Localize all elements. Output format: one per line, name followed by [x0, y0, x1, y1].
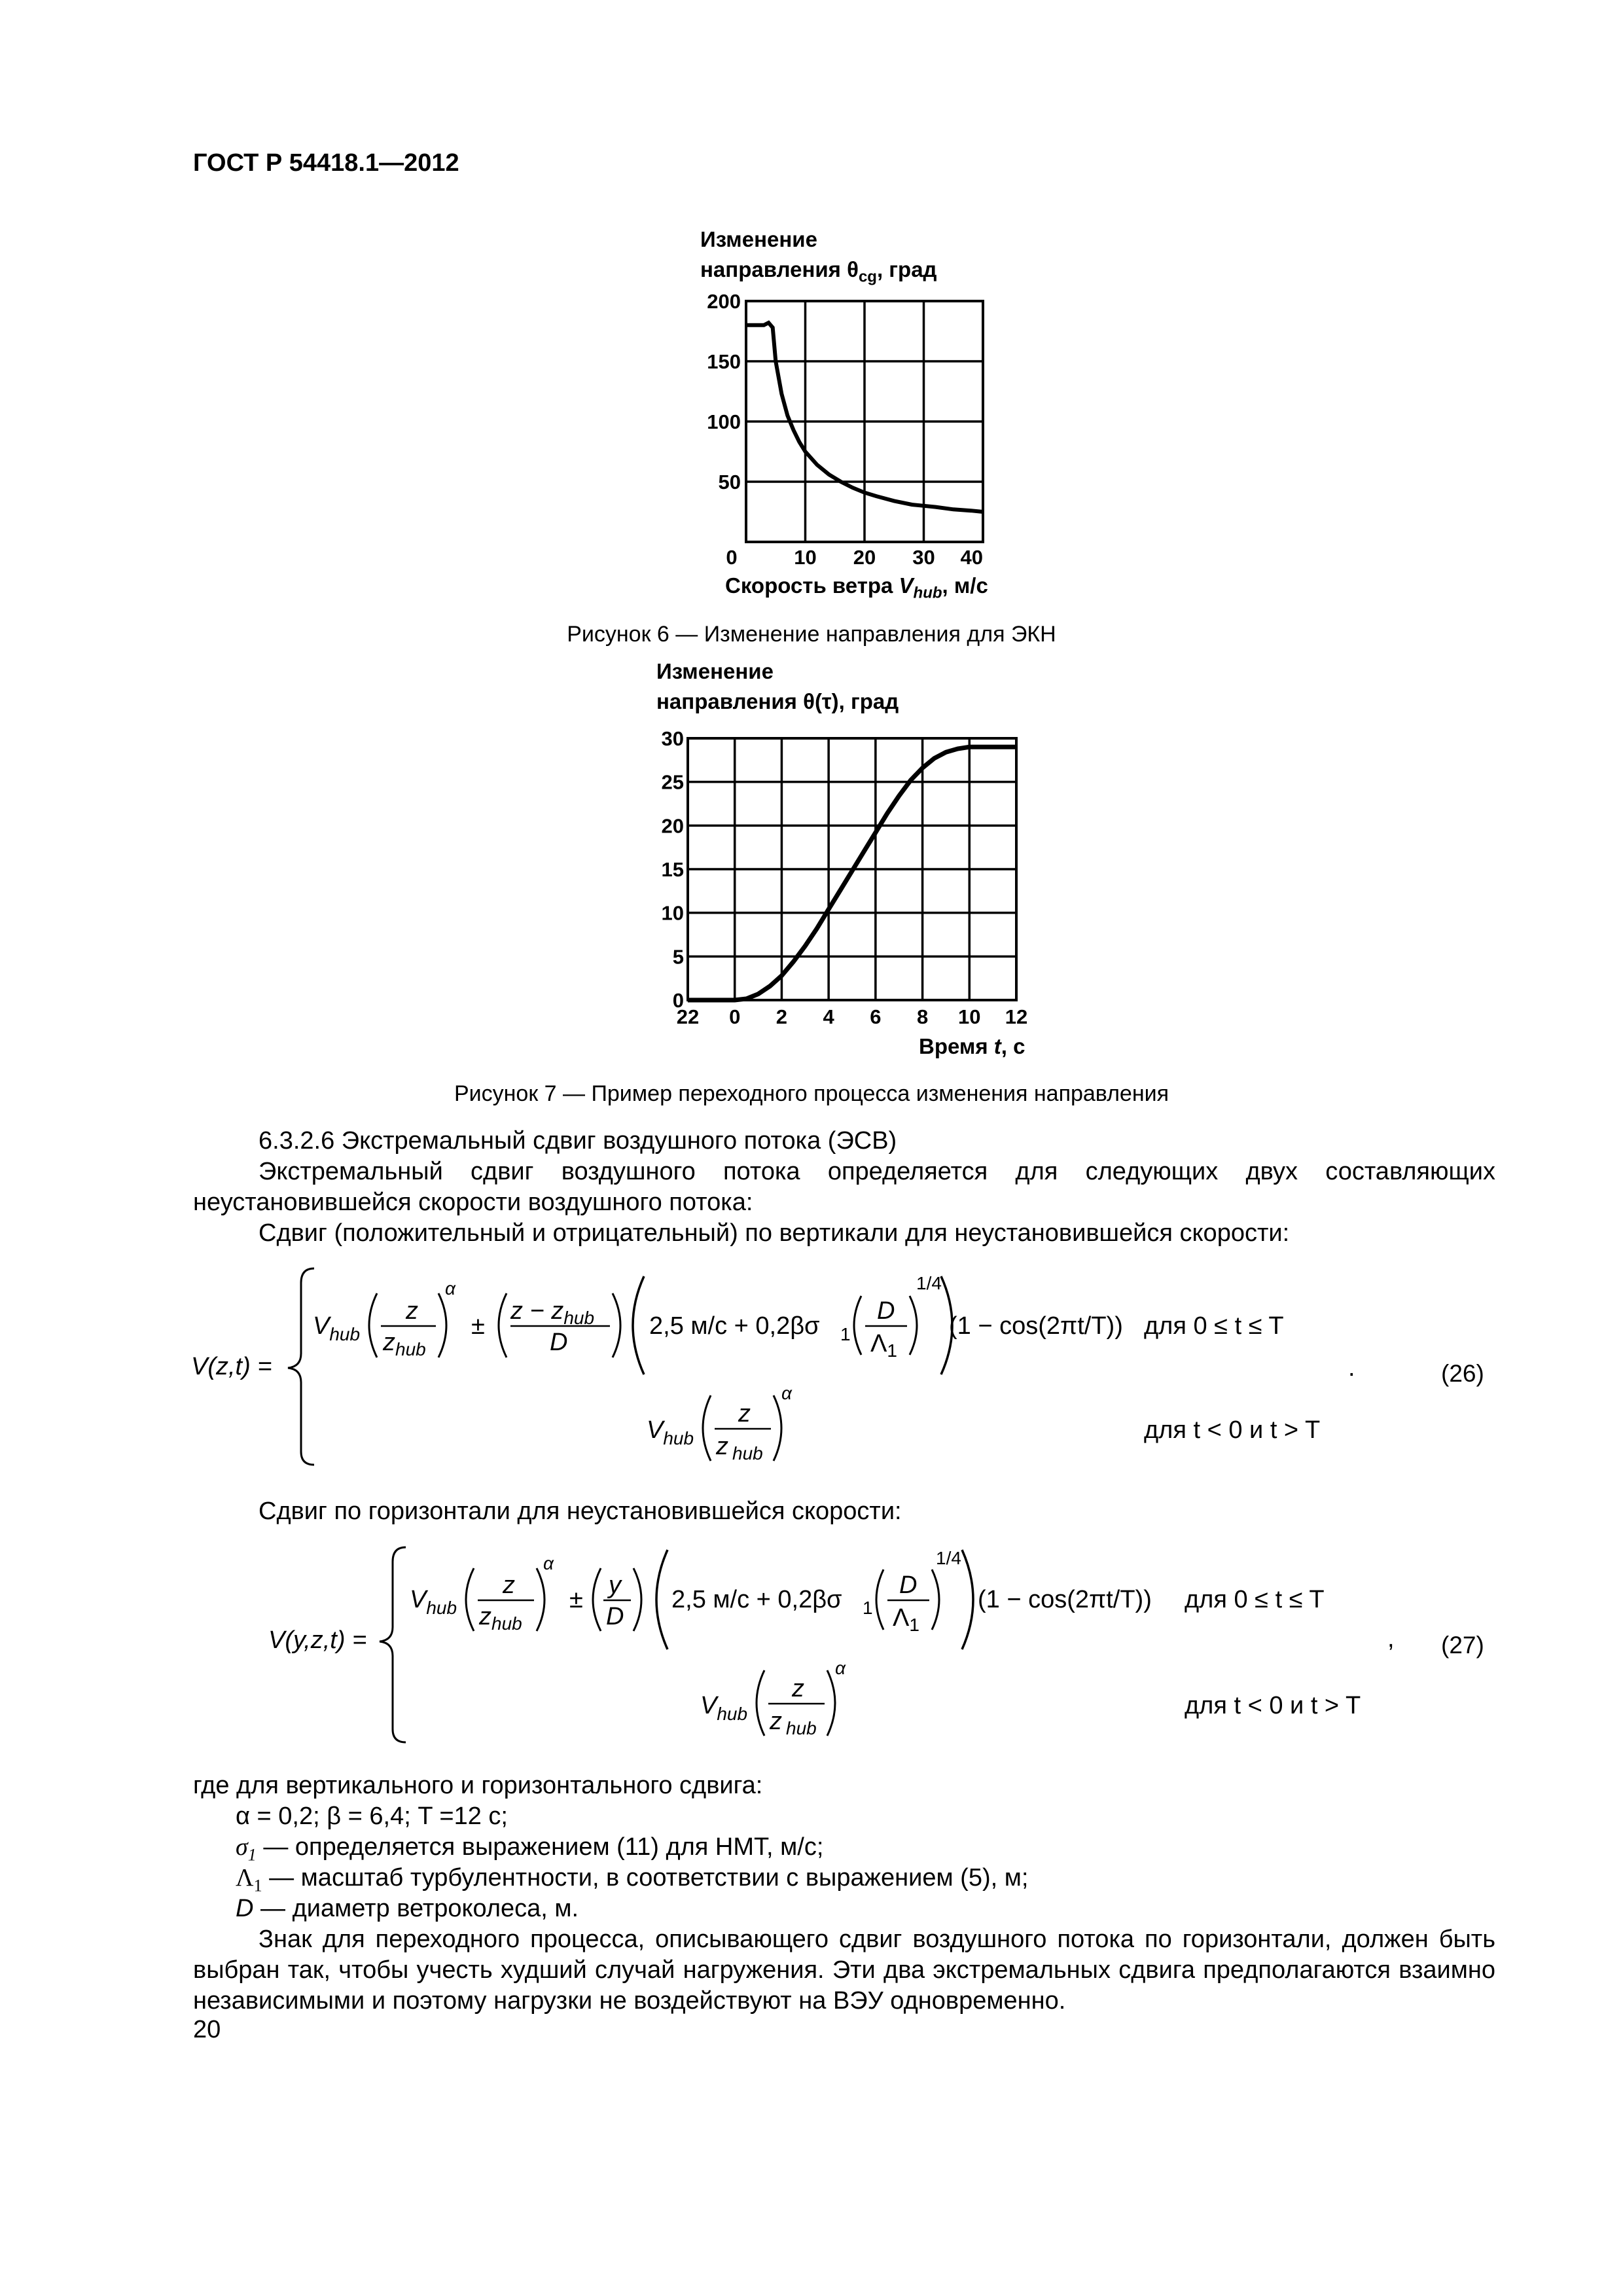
eq26-paren [910, 1296, 917, 1355]
fig7-xlabel-unit: , с [1001, 1034, 1026, 1058]
fig6-xlabel-text: Скорость ветра [725, 573, 899, 598]
fig7-x-tick-label: 4 [823, 1005, 834, 1028]
eq26-bigparen [633, 1276, 644, 1374]
eq27-alpha: α [543, 1553, 554, 1573]
eq26-frac-num: z [406, 1297, 418, 1325]
eq26-lhs: V(z,t) = [191, 1353, 272, 1380]
fig7-y-tick-label: 20 [661, 814, 684, 838]
fig6-x-tick-label: 20 [853, 546, 876, 569]
eq27-frac2-den: D [606, 1603, 624, 1630]
def-alpha-beta-t: α = 0,2; β = 6,4; T =12 с; [236, 1803, 508, 1830]
eq26-paren [703, 1395, 711, 1461]
fig6-xlabel-unit: , м/с [942, 573, 988, 598]
eq27-lhs: V(y,z,t) = [268, 1626, 367, 1654]
fig7-x-tick-label: 8 [916, 1005, 929, 1028]
fig7-y-tick-label: 25 [661, 770, 684, 794]
eq27-paren [757, 1670, 764, 1736]
def-sigma1-text: — определяется выражением (11) для НМТ, м/с; [263, 1833, 824, 1861]
eq27-frac4-num: z [792, 1675, 804, 1702]
eq26-frac2-num: $z - z_{hub}$ [510, 1297, 595, 1328]
fig6-x-tick-label: 30 [912, 546, 935, 569]
fig7-y-tick-label: 30 [661, 727, 684, 750]
paragraph-horizontal-shear: Сдвиг по горизонтали для неустановившейся скорости: [259, 1498, 902, 1525]
eq26-paren [854, 1296, 861, 1355]
eq27-paren [593, 1568, 601, 1631]
eq26-vhub: $V_{hub}$ [313, 1312, 361, 1344]
eq26-paren [499, 1293, 507, 1357]
equation-27 [249, 1535, 1518, 1751]
fig7-y-tick-label: 15 [661, 858, 684, 881]
eq26-paren [613, 1293, 620, 1357]
eq27-frac-den: $z_{hub}$ [479, 1603, 522, 1634]
fig6-ylabel-text: направления θ [700, 257, 859, 281]
page-number: 20 [193, 2016, 221, 2043]
fig6-grid [746, 301, 983, 542]
eq26-frac3-num: D [877, 1297, 895, 1325]
fig6-xlabel-sub: hub [913, 584, 942, 602]
eq26-frac2-den: D [550, 1329, 568, 1356]
eq27-sigma-sub: 1 [863, 1598, 873, 1618]
fig6-y-tick-label: 150 [707, 350, 741, 373]
fig7-x-tick-label: 6 [870, 1005, 882, 1028]
fig6-x-tick-label: 10 [794, 546, 817, 569]
def-d [236, 1893, 579, 1924]
eq26-number: (26) [1441, 1360, 1484, 1387]
eq27-frac2-num: y [609, 1571, 621, 1599]
fig7-x-ticks [677, 1005, 1027, 1028]
eq26-alpha: α [445, 1278, 455, 1299]
def-lambda1-text: — масштаб турбулентности, в соответствии с выражением (5), м; [269, 1864, 1029, 1892]
eq26-cos: (1 − cos(2πt/T)) [949, 1312, 1123, 1340]
fig7-ylabel [656, 656, 899, 717]
fig6-y-tick-label: 200 [707, 290, 741, 313]
eq26-frac4-num: z [738, 1400, 751, 1427]
eq27-bigparen [962, 1550, 973, 1649]
paragraph-intro: Экстремальный сдвиг воздушного потока определяется для следующих двух составляющих неустановившейся скорости воздушного потока: [193, 1158, 1495, 1216]
fig6-y-tick-label: 50 [718, 471, 741, 493]
fig7-chart [648, 719, 1054, 1039]
fig7-ylabel-line1: Изменение [656, 659, 774, 683]
fig7-ylabel-line2: направления θ(τ), град [656, 689, 899, 713]
symbol-sigma1: $\sigma_1$ [236, 1833, 257, 1865]
fig6-y-ticks [707, 290, 741, 493]
fig7-series-line [688, 747, 1016, 1000]
fig7-y-tick-label: 10 [661, 901, 684, 925]
fig6-x-ticks [726, 546, 983, 569]
eq27-const: 2,5 м/с + 0,2βσ [671, 1586, 842, 1613]
eq26-cond2: для t < 0 и t > T [1144, 1416, 1321, 1444]
fig7-xlabel-var: t [993, 1034, 1001, 1058]
fig6-xlabel [725, 571, 988, 609]
eq27-paren [876, 1570, 883, 1630]
eq26-frac4-den: z $_{hub}$ [716, 1433, 763, 1463]
eq27-paren [932, 1570, 939, 1630]
eq26-quarter: 1/4 [916, 1273, 942, 1293]
eq27-paren [466, 1568, 474, 1631]
eq27-paren [633, 1568, 641, 1631]
eq26-punct: . [1348, 1354, 1355, 1382]
eq27-frac-num: z [503, 1571, 515, 1599]
fig6-chart [687, 288, 1054, 609]
eq27-cos: (1 − cos(2πt/T)) [978, 1586, 1152, 1613]
eq27-quarter: 1/4 [936, 1548, 961, 1568]
eq26-sigma-sub: 1 [840, 1324, 851, 1344]
fig6-caption: Рисунок 6 — Изменение направления для ЭКН [567, 622, 1056, 647]
fig6-ylabel-unit: , град [876, 257, 937, 281]
eq27-frac3-num: D [899, 1571, 918, 1599]
eq27-cond1: для 0 ≤ t ≤ T [1185, 1586, 1325, 1613]
eq26-brace [288, 1268, 314, 1465]
eq27-brace [380, 1547, 406, 1742]
eq27-cond2: для t < 0 и t > T [1185, 1692, 1361, 1719]
eq26-plusminus: ± [471, 1312, 485, 1340]
fig7-y-tick-label: 5 [672, 945, 684, 969]
eq27-alpha2: α [835, 1658, 846, 1678]
eq26-cond1: для 0 ≤ t ≤ T [1144, 1312, 1284, 1340]
fig7-x-tick-label: 10 [958, 1005, 981, 1028]
fig6-xlabel-var: V [899, 573, 914, 598]
symbol-d: D [236, 1895, 254, 1922]
fig7-xlabel-text: Время [919, 1034, 994, 1058]
paragraph-vertical-shear: Сдвиг (положительный и отрицательный) по вертикали для неустановившейся скорости: [259, 1219, 1290, 1247]
fig7-x-tick-label: 12 [1005, 1005, 1028, 1028]
eq27-paren [537, 1568, 544, 1631]
eq26-paren [369, 1293, 377, 1357]
eq26-paren [438, 1293, 446, 1357]
eq26-frac3-den: $\Lambda_1$ [870, 1330, 897, 1361]
eq27-paren [827, 1670, 835, 1736]
eq27-frac3-den: $\Lambda_1$ [893, 1604, 919, 1635]
fig6-ylabel-line1: Изменение [700, 227, 817, 251]
eq27-punct: , [1387, 1625, 1395, 1653]
fig7-x-tick-label: 0 [729, 1005, 741, 1028]
fig6-y-tick-label: 100 [707, 410, 741, 433]
fig7-y-ticks [662, 727, 684, 1012]
symbol-lambda1: $\Lambda_1$ [236, 1864, 262, 1895]
section-title: 6.3.2.6 Экстремальный сдвиг воздушного потока (ЭСВ) [259, 1127, 897, 1155]
fig7-x-tick-label: 2 [776, 1005, 788, 1028]
fig6-ylabel-sub: cg [858, 268, 877, 286]
def-d-text: — диаметр ветроколеса, м. [260, 1895, 579, 1922]
eq26-vhub2: $V_{hub}$ [647, 1416, 694, 1448]
fig7-xlabel [919, 1031, 1025, 1062]
fig7-x-tick-label: 22 [676, 1005, 700, 1028]
eq26-alpha2: α [781, 1383, 792, 1403]
paragraph-sign: Знак для переходного процесса, описывающего сдвиг воздушного потока по горизонтали, должен быть выбран так, чтобы учесть худший случай нагружения. Эти два экстремальных сдвига предполагаются взаимно независимыми и поэтому нагрузки не воздействуют на ВЭУ одновременно. [193, 1926, 1495, 2015]
eq27-number: (27) [1441, 1632, 1484, 1659]
fig6-ylabel [700, 224, 937, 293]
where-line: где для вертикального и горизонтального сдвига: [193, 1772, 763, 1799]
eq26-const: 2,5 м/с + 0,2βσ [649, 1312, 820, 1340]
eq27-plusminus: ± [569, 1586, 583, 1613]
fig6-x-tick-label: 40 [960, 546, 983, 569]
eq27-vhub2: $V_{hub}$ [700, 1692, 748, 1724]
fig6-ylabel-line2 [700, 255, 937, 293]
eq26-frac-den: $z_{hub}$ [383, 1329, 426, 1359]
equation-26 [183, 1257, 1518, 1473]
fig6-x-tick-label: 0 [726, 546, 738, 569]
eq27-vhub: $V_{hub}$ [410, 1586, 457, 1618]
fig7-caption: Рисунок 7 — Пример переходного процесса изменения направления [454, 1081, 1169, 1106]
fig7-y-tick-label: 0 [672, 989, 684, 1012]
document-header: ГОСТ Р 54418.1—2012 [193, 149, 459, 177]
eq27-frac4-den: z $_{hub}$ [770, 1708, 817, 1738]
eq26-paren [774, 1395, 781, 1461]
eq27-bigparen [656, 1550, 668, 1649]
